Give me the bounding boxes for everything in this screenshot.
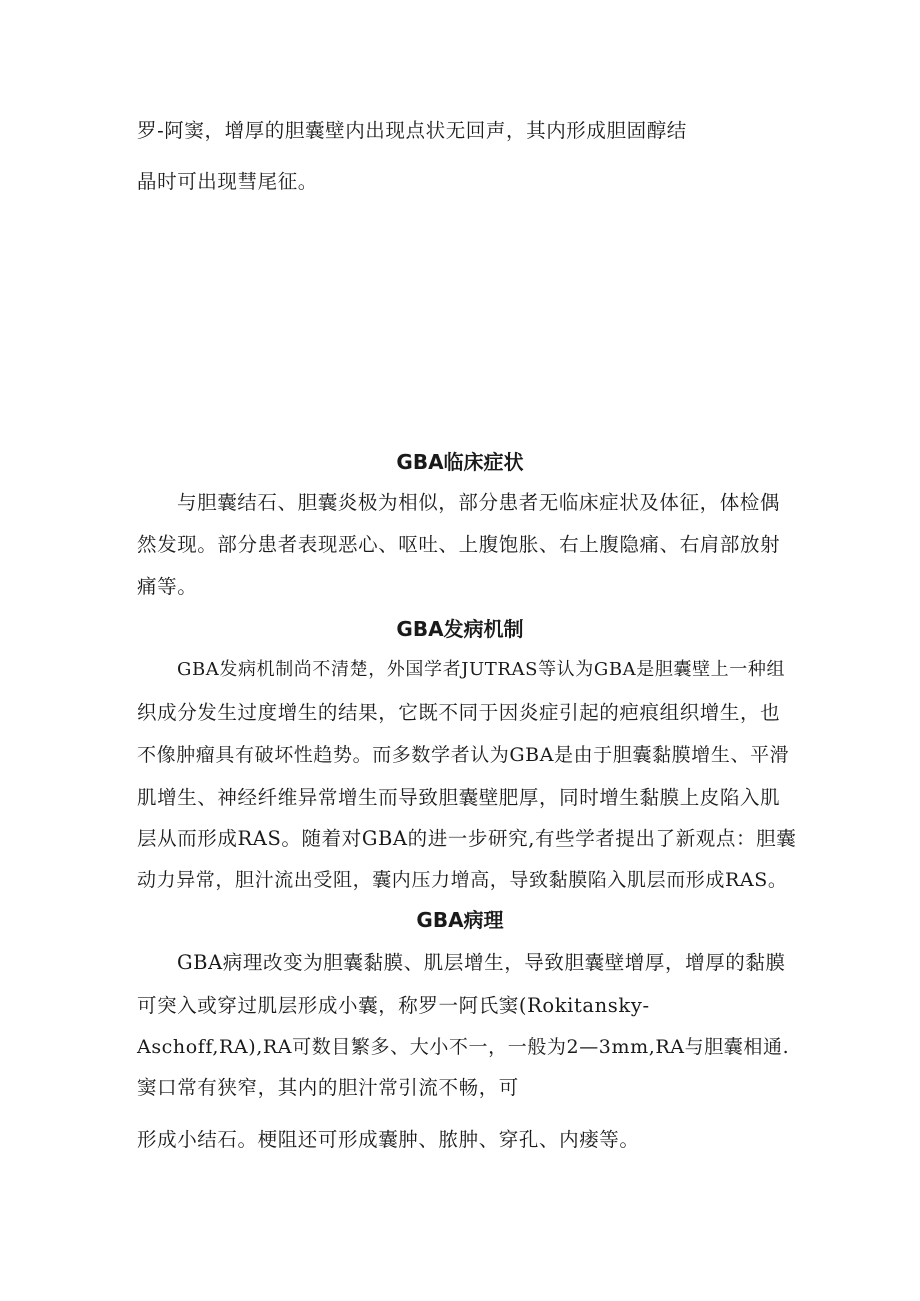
- text-line: 窦口常有狭窄，其内的胆汁常引流不畅，可: [137, 1076, 519, 1099]
- text-line: 层从而形成RAS。随着对GBA的进一步研究,有些学者提出了新观点：胆囊: [137, 827, 797, 850]
- text-line: Aschoff,RA),RA可数目繁多、大小不一，一般为2—3mm,RA与胆囊相通.: [137, 1036, 790, 1058]
- text-line: GBA病理改变为胆囊黏膜、肌层增生，导致胆囊壁增厚，增厚的黏膜: [177, 951, 786, 974]
- text-line: 形成小结石。梗阻还可形成囊肿、脓肿、穿孔、内瘘等。: [137, 1128, 640, 1151]
- text-line: 晶时可出现彗尾征。: [137, 170, 318, 193]
- text-line: 织成分发生过度增生的结果，它既不同于因炎症引起的疤痕组织增生，也: [137, 701, 781, 724]
- text-line: 不像肿瘤具有破坏性趋势。而多数学者认为GBA是由于胆囊黏膜增生、平滑: [137, 744, 790, 766]
- section-heading: GBA发病机制: [396, 617, 524, 641]
- text-line: 然发现。部分患者表现恶心、呕吐、上腹饱胀、右上腹隐痛、右肩部放射: [137, 533, 781, 556]
- text-line: 可突入或穿过肌层形成小囊，称罗一阿氏窦(Rokitansky-: [137, 994, 650, 1017]
- section-heading: GBA病理: [416, 908, 504, 932]
- text-line: 痛等。: [137, 575, 198, 598]
- text-line: 与胆囊结石、胆囊炎极为相似，部分患者无临床症状及体征，体检偶: [177, 491, 781, 514]
- text-line: GBA发病机制尚不清楚，外国学者JUTRAS等认为GBA是胆囊壁上一种组: [177, 659, 786, 680]
- section-heading: GBA临床症状: [396, 450, 524, 474]
- text-line: 动力异常，胆汁流出受阻，囊内压力增高，导致黏膜陷入肌层而形成RAS。: [137, 869, 788, 891]
- text-line: 肌增生、神经纤维异常增生而导致胆囊壁肥厚，同时增生黏膜上皮陷入肌: [137, 786, 781, 809]
- text-line: 罗-阿窦，增厚的胆囊壁内出现点状无回声，其内形成胆固醇结: [137, 119, 687, 142]
